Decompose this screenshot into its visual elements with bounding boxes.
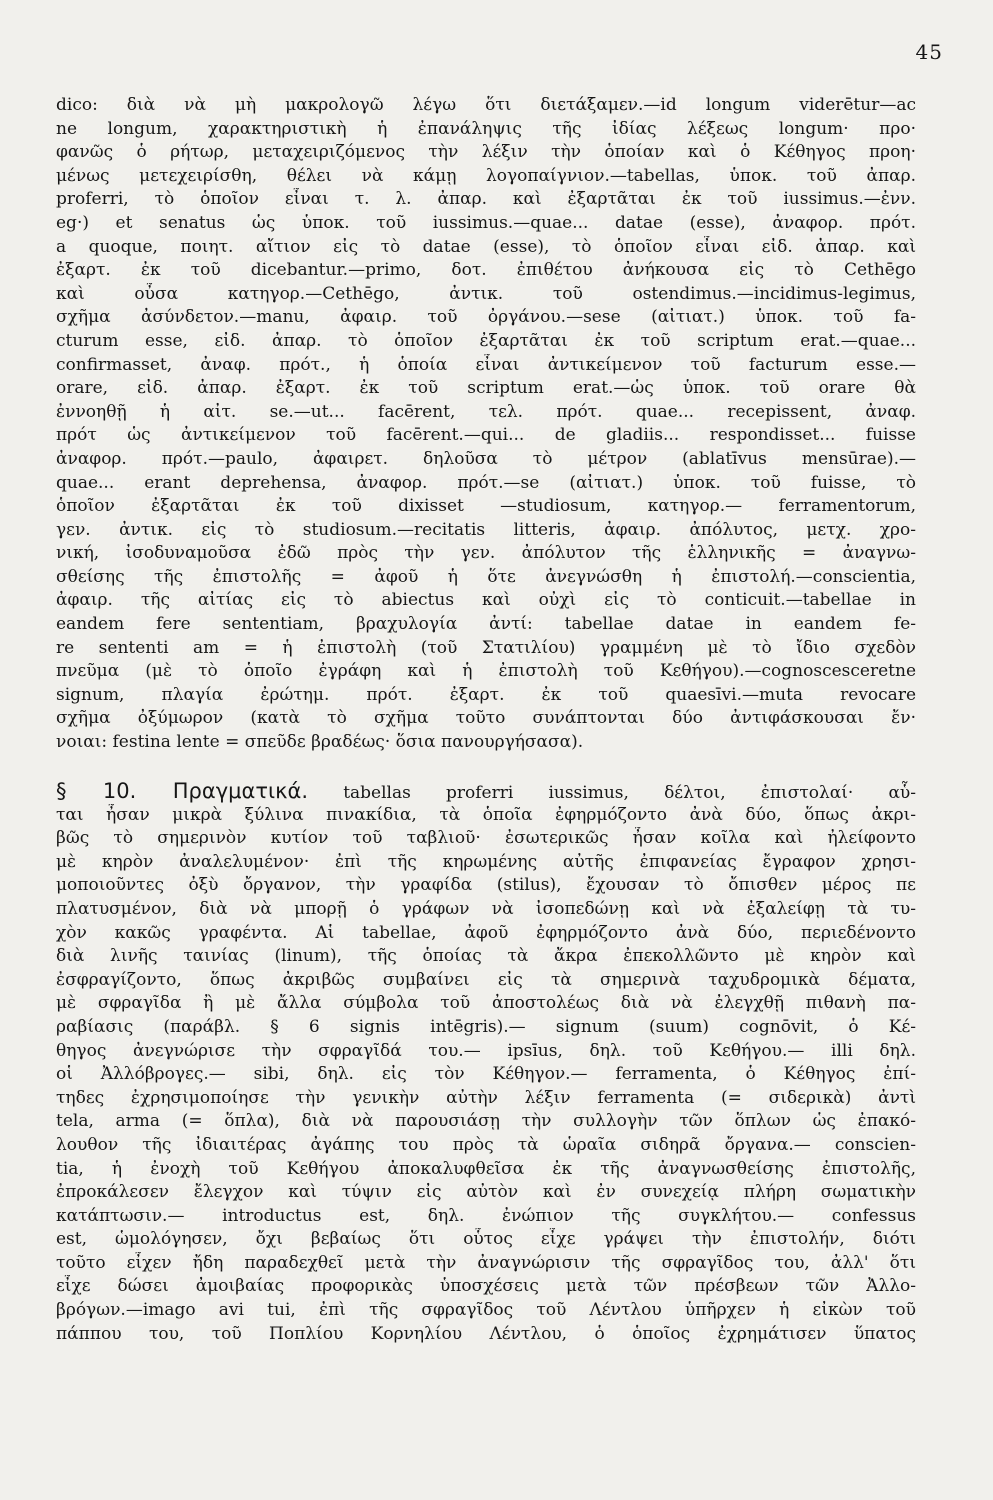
text-line: χὸν κακῶς γραφέντα. Αἱ tabellae, ἀφοῦ ἐφηρμόζοντο ἀνὰ δύο, περιεδένοντο xyxy=(56,922,916,943)
text-line: πλατυσμένον, διὰ νὰ μπορῇ ὁ γράφων νὰ ἰσοπεδώνῃ καὶ νὰ ἐξαλείφῃ τὰ τυ- xyxy=(56,898,916,919)
text-line: ἀφαιρ. τῆς αἰτίας εἰς τὸ abiectus καὶ οὐχὶ εἰς τὸ conticuit.—tabellae in xyxy=(56,590,916,611)
text-line: ἐπροκάλεσεν ἔλεγχον καὶ τύψιν εἰς αὐτὸν καὶ ἐν συνεχείᾳ πλήρη σωματικὴν xyxy=(56,1182,916,1203)
text-line: tia, ἡ ἐνοχὴ τοῦ Κεθήγου ἀποκαλυφθεῖσα ἐκ τῆς ἀναγνωσθείσης ἐπιστολῆς, xyxy=(56,1158,916,1179)
text-line: dico: διὰ νὰ μὴ μακρολογῶ λέγω ὅτι διετάξαμεν.—id longum viderētur—ac xyxy=(56,95,916,115)
text-line: orare, εἰδ. ἀπαρ. ἐξαρτ. ἐκ τοῦ scriptum erat.—ὡς ὑποκ. τοῦ orare θὰ xyxy=(56,378,916,399)
text-line: σχῆμα ἀσύνδετον.—manu, ἀφαιρ. τοῦ ὀργάνου.—sese (αἰτιατ.) ὑποκ. τοῦ fa- xyxy=(56,307,916,328)
text-line: ne longum, χαρακτηριστικὴ ἡ ἐπανάληψις τῆς ἰδίας λέξεως longum· προ· xyxy=(56,118,916,139)
text-line: est, ὡμολόγησεν, ὄχι βεβαίως ὅτι οὗτος εἶχε γράψει τὴν ἐπιστολήν, διότι xyxy=(56,1229,916,1250)
text-line: ἐννοηθῇ ἡ αἰτ. se.—ut... facērent, τελ. πρότ. quae... recepissent, ἀναφ. xyxy=(56,401,916,422)
text-line: ραβίασις (παράβλ. § 6 signis intēgris).— signum (suum) cognōvit, ὁ Κέ- xyxy=(56,1016,916,1037)
text-line: ἐξαρτ. ἐκ τοῦ dicebantur.—primo, δοτ. ἐπιθέτου ἀνήκουσα εἰς τὸ Cethēgo xyxy=(56,260,916,281)
text-line: μὲ κηρὸν ἀναλελυμένον· ἐπὶ τῆς κηρωμένης αὐτῆς ἐπιφανείας ἔγραφον χρησι- xyxy=(56,851,916,872)
text-line: tela, arma (= ὅπλα), διὰ νὰ παρουσιάσῃ τὴν συλλογὴν τῶν ὅπλων ὡς ἐπακό- xyxy=(56,1111,916,1132)
text-line: μὲ σφραγῖδα ἢ μὲ ἄλλα σύμβολα τοῦ ἀποστολέως διὰ νὰ ἐλεγχθῇ πιθανὴ πα- xyxy=(56,993,916,1014)
text-line: βρόγων.—imago avi tui, ἐπὶ τῆς σφραγῖδος τοῦ Λέντλου ὑπῆρχεν ἡ εἰκὼν τοῦ xyxy=(56,1300,916,1321)
text-line: eandem fere sententiam, βραχυλογία ἀντί: tabellae datae in eandem fe- xyxy=(56,614,916,635)
text-line: λουθον τῆς ἰδιαιτέρας ἀγάπης του πρὸς τὰ ὡραῖα σιδηρᾶ ὄργανα.— conscien- xyxy=(56,1134,916,1155)
text-line: ὁποῖον ἐξαρτᾶται ἐκ τοῦ dixisset —studiosum, κατηγορ.— ferramentorum, xyxy=(56,496,916,517)
text-line: ται ἦσαν μικρὰ ξύλινα πινακίδια, τὰ ὁποῖα ἐφηρμόζοντο ἀνὰ δύο, ὅπως ἀκρι- xyxy=(56,804,916,825)
text-line: cturum esse, εἰδ. ἀπαρ. τὸ ὁποῖον ἐξαρτᾶται ἐκ τοῦ scriptum erat.—quae... xyxy=(56,330,916,351)
text-line: βῶς τὸ σημερινὸν κυτίον τοῦ ταβλιοῦ· ἐσωτερικῶς ἦσαν κοῖλα καὶ ἠλείφοντο xyxy=(56,828,916,849)
text-line-start: tabellas proferri iussimus, δέλτοι, ἐπιστολαί· αὗ- xyxy=(343,783,916,803)
text-line: πάππου του, τοῦ Ποπλίου Κορνηλίου Λέντλου, ὁ ὁποῖος ἐχρημάτισεν ὕπατος xyxy=(56,1323,916,1344)
text-line: πρότ ὡς ἀντικείμενον τοῦ facērent.—qui... de gladiis... respondisset... fuisse xyxy=(56,425,916,446)
text-line: ἀναφορ. πρότ.—paulo, ἀφαιρετ. δηλοῦσα τὸ μέτρον (ablatīvus mensūrae).— xyxy=(56,448,916,469)
text-line: confirmasset, ἀναφ. πρότ., ἡ ὁποία εἶναι ἀντικείμενον τοῦ facturum esse.— xyxy=(56,354,916,375)
text-line: νοιαι: festina lente = σπεῦδε βραδέως· ὅσια πανουργήσασα). xyxy=(56,732,584,753)
text-line: eg·) et senatus ὡς ὑποκ. τοῦ iussimus.—quae... datae (esse), ἀναφορ. πρότ. xyxy=(56,212,916,233)
page-number: 45 xyxy=(915,40,943,64)
text-line: πνεῦμα (μὲ τὸ ὁποῖο ἐγράφη καὶ ἡ ἐπιστολὴ τοῦ Κεθήγου).—cognoscesceretne xyxy=(56,661,916,682)
text-line: γεν. ἀντικ. εἰς τὸ studiosum.—recitatis litteris, ἀφαιρ. ἀπόλυτος, μετχ. χρο- xyxy=(56,519,916,540)
text-line: τηδες ἐχρησιμοποίησε τὴν γενικὴν αὐτὴν λέξιν ferramenta (= σιδερικὰ) ἀντὶ xyxy=(56,1087,916,1108)
text-line: μοποιοῦντες ὀξὺ ὄργανον, τὴν γραφίδα (stilus), ἔχουσαν τὸ ὄπισθεν μέρος πε xyxy=(56,875,916,896)
text-line: οἱ Ἀλλόβρογες.— sibi, δηλ. εἰς τὸν Κέθηγον.— ferramenta, ὁ Κέθηγος ἐπί- xyxy=(56,1064,916,1085)
section-realia xyxy=(56,780,916,1370)
text-line: signum, πλαγία ἐρώτημ. πρότ. ἐξαρτ. ἐκ τοῦ quaesīvi.—muta revocare xyxy=(56,684,916,705)
text-line: a quoque, ποιητ. αἴτιον εἰς τὸ datae (esse), τὸ ὁποῖον εἶναι εἰδ. ἀπαρ. καὶ xyxy=(56,236,916,257)
text-line: quae... erant deprehensa, ἀναφορ. πρότ.—se (αἰτιατ.) ὑποκ. τοῦ fuisse, τὸ xyxy=(56,472,916,493)
text-line: τοῦτο εἶχεν ἤδη παραδεχθεῖ μετὰ τὴν ἀναγνώρισιν τῆς σφραγῖδος του, ἀλλ' ὅτι xyxy=(56,1252,916,1273)
text-line xyxy=(56,1346,916,1370)
text-line: θηγος ἀνεγνώρισε τὴν σφραγῖδά του.— ipsīus, δηλ. τοῦ Κεθήγου.— illi δηλ. xyxy=(56,1040,916,1061)
text-line: κατάπτωσιν.— introductus est, δηλ. ἐνώπιον τῆς συγκλήτου.— confessus xyxy=(56,1205,916,1226)
text-line: σχῆμα ὀξύμωρον (κατὰ τὸ σχῆμα τοῦτο συνάπτονται δύο ἀντιφάσκουσαι ἔν· xyxy=(56,708,916,729)
text-line: εἶχε δώσει ἀμοιβαίας προφορικὰς ὑποσχέσεις μετὰ τῶν πρέσβεων τῶν Ἀλλο- xyxy=(56,1276,916,1297)
text-line: σθείσης τῆς ἐπιστολῆς = ἀφοῦ ἡ ὅτε ἀνεγνώσθη ἡ ἐπιστολή.—conscientia, xyxy=(56,566,916,587)
text-line: ἐσφραγίζοντο, ὅπως ἀκριβῶς συμβαίνει εἰς τὰ σημερινὰ ταχυδρομικὰ δέματα, xyxy=(56,969,916,990)
text-line: proferri, τὸ ὁποῖον εἶναι τ. λ. ἀπαρ. καὶ ἐξαρτᾶται ἐκ τοῦ iussimus.—ἐνν. xyxy=(56,189,916,210)
text-line: καὶ οὖσα κατηγορ.—Cethēgo, ἀντικ. τοῦ ostendimus.—incidimus-legimus, xyxy=(56,283,916,304)
text-line: re sententi am = ἡ ἐπιστολὴ (τοῦ Στατιλίου) γραμμένη μὲ τὸ ἴδιο σχεδὸν xyxy=(56,637,916,658)
text-line: διὰ λινῆς ταινίας (linum), τῆς ὁποίας τὰ ἄκρα ἐπεκολλῶντο μὲ κηρὸν καὶ xyxy=(56,946,916,967)
section-first-line xyxy=(56,780,916,804)
section-heading: § 10. Πραγματικά. xyxy=(56,780,309,803)
text-line: νική, ἰσοδυναμοῦσα ἐδῶ πρὸς τὴν γεν. ἀπόλυτον τῆς ἑλληνικῆς = ἀναγνω- xyxy=(56,543,916,564)
commentary-notes xyxy=(56,94,916,755)
text-line: μένως μετεχειρίσθη, θέλει νὰ κάμῃ λογοπαίγνιον.—tabellas, ὑποκ. τοῦ ἀπαρ. xyxy=(56,165,916,186)
text-line: φανῶς ὁ ρήτωρ, μεταχειριζόμενος τὴν λέξιν τὴν ὁποίαν καὶ ὁ Κέθηγος προη· xyxy=(56,142,916,163)
